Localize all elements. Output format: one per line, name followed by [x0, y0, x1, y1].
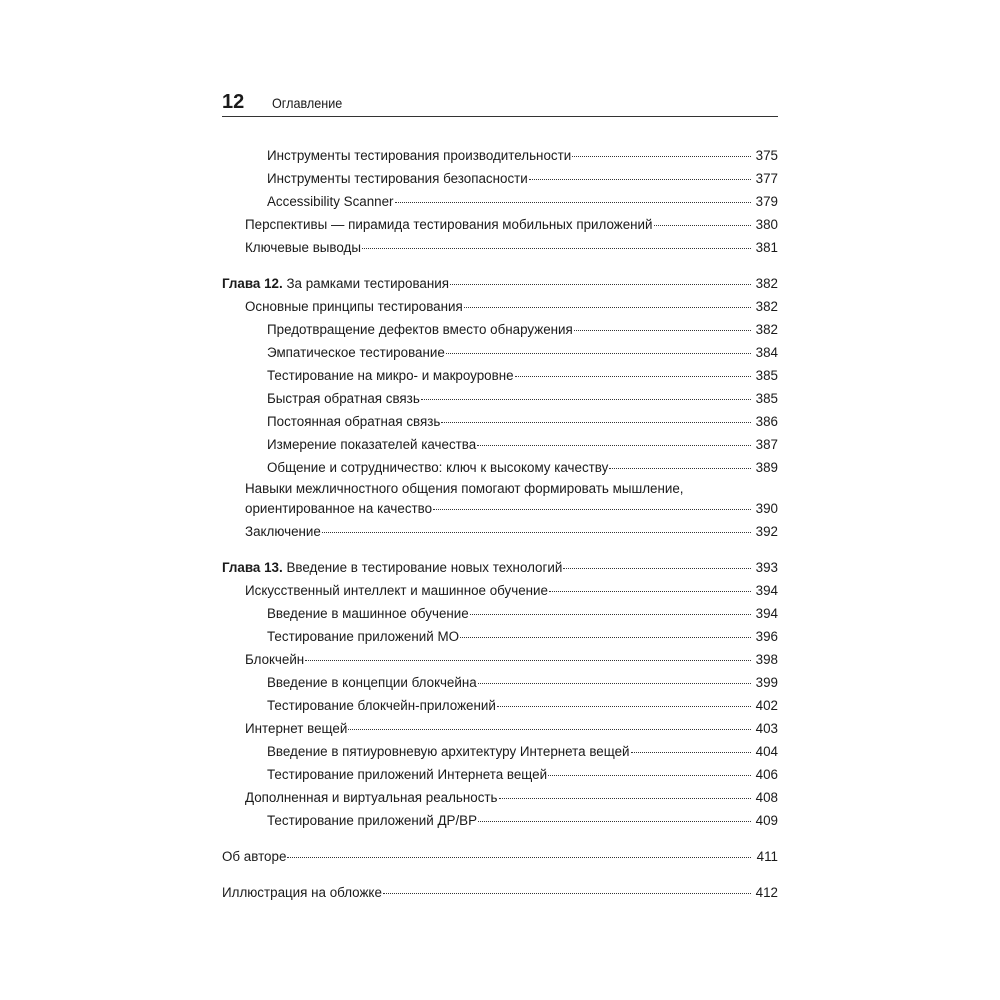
toc-entry-page: 382 [755, 322, 778, 337]
leader-dots [548, 775, 751, 776]
leader-dots [287, 857, 751, 858]
toc-entry-page: 384 [755, 345, 778, 360]
toc-entry-row [267, 694, 778, 717]
toc-entry [222, 341, 778, 364]
toc-entry-page: 380 [755, 217, 778, 232]
leader-dots [450, 284, 751, 285]
toc-entry-title [267, 763, 547, 786]
leader-dots [529, 179, 751, 180]
toc-entry-page: 381 [755, 240, 778, 255]
toc-entry-title [267, 456, 608, 479]
toc-entry-row [245, 648, 778, 671]
toc-entry-text: Интернет вещей [245, 721, 348, 736]
leader-dots [322, 532, 751, 533]
toc-entry-title [245, 786, 498, 809]
toc-entry-text: Основные принципы тестирования [245, 299, 463, 314]
toc-entry [222, 556, 778, 579]
toc-entry-text: Ключевые выводы [245, 240, 361, 255]
toc-entry-page: 404 [755, 744, 778, 759]
leader-dots [609, 468, 751, 469]
leader-dots [383, 893, 751, 894]
toc-entry-row [267, 602, 778, 625]
toc-entry-page: 411 [756, 849, 778, 864]
toc-entry-row [267, 809, 778, 832]
toc-entry-row [245, 520, 778, 543]
toc-entry-text: Блокчейн [245, 652, 305, 667]
leader-dots [563, 568, 751, 569]
toc-entry-page: 379 [755, 194, 778, 209]
toc-entry-title [245, 213, 653, 236]
toc-entry-page: 394 [755, 606, 778, 621]
leader-dots [574, 330, 751, 331]
toc-entry-row [267, 763, 778, 786]
leader-dots [572, 156, 751, 157]
toc-entry [222, 190, 778, 213]
toc-entry-text: Заключение [245, 524, 321, 539]
toc-entry-page: 412 [755, 885, 778, 900]
toc-entry-title [245, 579, 548, 602]
toc-entry-page: 387 [755, 437, 778, 452]
toc-entry-row [267, 190, 778, 213]
toc-entry-text: Искусственный интеллект и машинное обучение [245, 583, 548, 598]
toc-entry-title [245, 717, 347, 740]
toc-entry-text: Введение в тестирование новых технологий [286, 560, 563, 575]
toc-entry-row [245, 213, 778, 236]
toc-entry-title [267, 190, 394, 213]
leader-dots [478, 683, 751, 684]
toc-entry-page: 392 [755, 524, 778, 539]
leader-dots [470, 614, 751, 615]
toc-entry-row [267, 144, 778, 167]
toc-entry-page: 382 [755, 276, 778, 291]
toc-entry-page: 409 [755, 813, 778, 828]
toc-entry [222, 295, 778, 318]
toc-entry-text: Введение в машинное обучение [267, 606, 469, 621]
toc-entry [222, 763, 778, 786]
toc-entry [222, 881, 778, 904]
toc-entry-title [267, 167, 528, 190]
toc-entry-row [267, 671, 778, 694]
toc-entry-text: Измерение показателей качества [267, 437, 477, 452]
toc-entry-title [222, 881, 382, 904]
toc-entry-text: Инструменты тестирования производительности [267, 148, 572, 163]
toc-entry-text: Иллюстрация на обложке [222, 885, 382, 900]
toc-entry-row [267, 364, 778, 387]
toc-entry-row [245, 236, 778, 259]
leader-dots [477, 445, 751, 446]
leader-dots [421, 399, 751, 400]
toc-entry-row [267, 410, 778, 433]
toc-entry-row [267, 318, 778, 341]
leader-dots [460, 637, 751, 638]
toc-entry-text: Тестирование на микро- и макроуровне [267, 368, 514, 383]
toc-entry [222, 387, 778, 410]
toc-entry-row [222, 556, 778, 579]
toc-entry [222, 648, 778, 671]
leader-dots [549, 591, 751, 592]
toc-entry-title [267, 341, 445, 364]
toc-entry-text: Тестирование приложений Интернета вещей [267, 767, 548, 782]
toc-entry-row [267, 625, 778, 648]
toc-entry-page: 394 [755, 583, 778, 598]
toc-entry [222, 717, 778, 740]
toc-entry [222, 272, 778, 295]
toc-entry-text: Быстрая обратная связь [267, 391, 420, 406]
toc-entry [222, 625, 778, 648]
toc-entry-title [267, 625, 459, 648]
leader-dots [305, 660, 751, 661]
toc-entry-text: За рамками тестирования [286, 276, 449, 291]
toc-entry-page: 396 [755, 629, 778, 644]
toc-entry-row [267, 341, 778, 364]
toc-entry-row [245, 717, 778, 740]
toc-entry-text: Об авторе [222, 849, 287, 864]
toc-entry-title [245, 295, 463, 318]
table-of-contents [222, 144, 778, 904]
toc-entry-text: Общение и сотрудничество: ключ к высокому качеству [267, 460, 609, 475]
leader-dots [446, 353, 751, 354]
toc-entry-title [267, 364, 514, 387]
leader-dots [478, 821, 751, 822]
toc-entry-row [245, 295, 778, 318]
toc-entry-page: 382 [755, 299, 778, 314]
toc-entry-title [267, 410, 440, 433]
toc-entry-row [245, 786, 778, 809]
toc-entry [222, 479, 778, 520]
toc-entry-text: Дополненная и виртуальная реальность [245, 790, 498, 805]
toc-entry-title-line1: Навыки межличностного общения помогают формировать мышление, [245, 481, 684, 496]
toc-entry-title [267, 433, 476, 456]
toc-entry-row [267, 167, 778, 190]
toc-entry [222, 364, 778, 387]
toc-entry-text: ориентированное на качество [245, 501, 433, 516]
leader-dots [654, 225, 751, 226]
toc-entry-title [222, 556, 562, 579]
toc-entry-page: 408 [755, 790, 778, 805]
toc-entry-page: 386 [755, 414, 778, 429]
toc-entry-title [267, 387, 420, 410]
toc-entry-page: 402 [755, 698, 778, 713]
toc-entry [222, 236, 778, 259]
toc-entry-text: Предотвращение дефектов вместо обнаружения [267, 322, 573, 337]
toc-entry-page: 377 [755, 171, 778, 186]
toc-entry-page: 403 [755, 721, 778, 736]
toc-entry [222, 456, 778, 479]
toc-entry-text: Accessibility Scanner [267, 194, 394, 209]
chapter-label: Глава 13. [222, 560, 283, 575]
toc-entry-text: Введение в пятиуровневую архитектуру Интернета вещей [267, 744, 630, 759]
leader-dots [499, 798, 751, 799]
toc-entry-row [267, 433, 778, 456]
toc-entry-text: Введение в концепции блокчейна [267, 675, 477, 690]
toc-entry-text: Инструменты тестирования безопасности [267, 171, 528, 186]
toc-entry [222, 809, 778, 832]
toc-entry-row [222, 272, 778, 295]
leader-dots [395, 202, 751, 203]
toc-entry-row [222, 845, 778, 868]
toc-entry-title [245, 520, 321, 543]
toc-entry [222, 579, 778, 602]
toc-entry-title [267, 809, 477, 832]
toc-entry-page: 399 [755, 675, 778, 690]
toc-entry-text: Перспективы — пирамида тестирования мобильных приложений [245, 217, 653, 232]
toc-entry [222, 671, 778, 694]
toc-entry-page: 406 [755, 767, 778, 782]
toc-entry [222, 520, 778, 543]
toc-entry-title [245, 648, 304, 671]
toc-entry [222, 144, 778, 167]
page-header [222, 90, 778, 117]
leader-dots [433, 509, 751, 510]
toc-entry-title [245, 236, 361, 259]
toc-entry-title [267, 671, 477, 694]
toc-entry [222, 845, 778, 868]
chapter-label: Глава 12. [222, 276, 283, 291]
toc-entry [222, 740, 778, 763]
toc-entry-title [267, 602, 469, 625]
toc-entry-title [222, 272, 449, 295]
toc-entry-page: 390 [755, 501, 778, 516]
toc-entry-page: 389 [755, 460, 778, 475]
leader-dots [441, 422, 751, 423]
toc-entry-title [267, 740, 630, 763]
toc-entry-title [222, 845, 286, 868]
toc-entry-text: Тестирование блокчейн-приложений [267, 698, 496, 713]
toc-entry-page: 385 [755, 368, 778, 383]
toc-entry-row [245, 499, 778, 519]
toc-entry [222, 694, 778, 717]
toc-entry [222, 786, 778, 809]
leader-dots [348, 729, 751, 730]
leader-dots [631, 752, 751, 753]
toc-entry-page: 375 [755, 148, 778, 163]
leader-dots [497, 706, 751, 707]
toc-entry [222, 433, 778, 456]
toc-entry-page: 393 [755, 560, 778, 575]
toc-entry-row [267, 387, 778, 410]
toc-entry-text: Тестирование приложений МО [267, 629, 460, 644]
toc-entry [222, 602, 778, 625]
toc-entry-page: 385 [755, 391, 778, 406]
toc-entry-text: Постоянная обратная связь [267, 414, 441, 429]
leader-dots [362, 248, 751, 249]
toc-entry-text: Эмпатическое тестирование [267, 345, 445, 360]
toc-entry-title [245, 499, 432, 519]
toc-entry-row [267, 456, 778, 479]
leader-dots [464, 307, 751, 308]
leader-dots [515, 376, 751, 377]
toc-entry [222, 410, 778, 433]
toc-entry [222, 213, 778, 236]
toc-entry-text: Тестирование приложений ДР/ВР [267, 813, 478, 828]
toc-entry [222, 318, 778, 341]
toc-entry-row [222, 881, 778, 904]
page-number: 12 [222, 91, 245, 113]
running-title: Оглавление [272, 95, 343, 111]
toc-entry-row [245, 579, 778, 602]
toc-entry-page: 398 [755, 652, 778, 667]
toc-entry [222, 167, 778, 190]
toc-entry-title [267, 694, 496, 717]
toc-entry-title [267, 144, 571, 167]
toc-entry-title [267, 318, 573, 341]
toc-entry-row [267, 740, 778, 763]
